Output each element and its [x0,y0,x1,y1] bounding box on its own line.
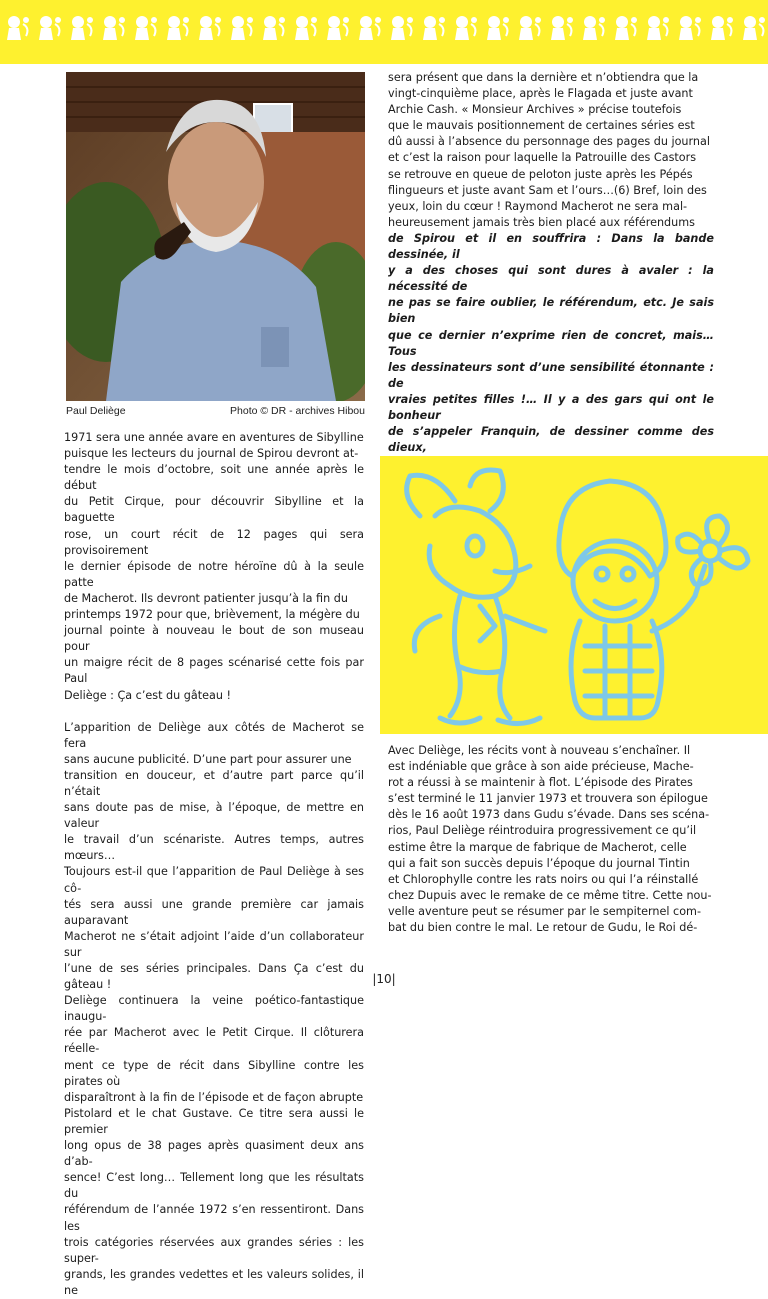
top-banner [0,0,768,64]
text-line: yeux, loin du cœur ! Raymond Macherot ne sera mal- [388,199,688,213]
banner-figure-icon [487,16,509,40]
banner-figure-icon [583,16,605,40]
quote-line: de Spirou et il en souffrira : Dans la bande dessinée, il [388,231,714,262]
text-line: grands, les grandes vedettes et les valeurs solides, il ne [64,1267,364,1297]
quote-line: y a des choses qui sont dures à avaler : la nécessité de [388,264,714,294]
text-line: long opus de 38 pages après quasiment deux ans d’ab- [64,1139,364,1169]
text-line: tendre le mois d’octobre, soit une année après le début [64,463,364,493]
banner-figure-icon [135,16,157,40]
text-line: estime être la marque de fabrique de Macherot, celle [388,840,687,854]
text-line: transition en douceur, et d’autre part parce qu’il n’était [64,768,364,798]
banner-figure-icon [647,16,669,40]
text-line: sera présent que dans la dernière et n’obtiendra que la [388,71,699,84]
text-line: 1971 sera une année avare en aventures de Sibylline [64,431,364,444]
text-line: sans aucune publicité. D’une part pour assurer une [64,752,352,766]
banner-figure-icon [711,16,733,40]
caption-subject: Paul Deliège [66,405,126,417]
text-line: rot a réussi à se maintenir à flot. L’épisode des Pirates [388,776,693,790]
text-line: Deliège : Ça c’est du gâteau ! [64,688,232,702]
text-line: sans doute pas de mise, à l’époque, de mettre en valeur [64,801,364,831]
text-line: trois catégories réservées aux grandes séries : les super- [64,1235,364,1265]
text-line: L’apparition de Deliège aux côtés de Macherot se fera [64,720,364,750]
text-line: qui a fait son succès depuis l’époque du journal Tintin [388,856,690,870]
banner-figure-icon [519,16,541,40]
text-line: et c’est la raison pour laquelle la Patrouille des Castors [388,151,697,165]
text-line: l’une de ses séries principales. Dans Ça c’est du gâteau ! [64,962,364,992]
text-line: un maigre récit de 8 pages scénarisé cette fois par Paul [64,656,364,686]
text-line: sence! C’est long… Tellement long que les résultats du [64,1171,364,1201]
text-line: Macherot ne s’était adjoint l’aide d’un collaborateur sur [64,929,364,959]
text-line: le dernier épisode de notre héroïne dû à la seule patte [64,559,364,589]
text-line: dès le 16 août 1973 dans Gudu s’évade. Dans ses scéna- [388,808,710,822]
banner-figure-icon [423,16,445,40]
portrait-illustration [66,72,365,401]
paragraph [64,430,364,704]
banner-figure-icon [39,16,61,40]
text-line: du Petit Cirque, pour découvrir Sibylline et la baguette [64,495,364,525]
quote-line: vraies petites filles !… Il y a des gars qui ont le bonheur [388,392,714,422]
paragraph [64,720,364,1299]
text-line: rose, un court récit de 12 pages qui sera provisoirement [64,527,364,557]
text-line: Toujours est-il que l’apparition de Paul Deliège à ses cô- [64,865,364,895]
banner-figure-icon [743,16,765,40]
quote-line: de s’appeler Franquin, de dessiner comme des dieux, [388,425,714,455]
text-line: Archie Cash. « Monsieur Archives » précise toutefois [388,103,682,117]
text-line: tés sera aussi une grande première car jamais auparavant [64,897,364,927]
text-line: Pistolard et le chat Gustave. Ce titre sera aussi le premier [64,1106,364,1136]
banner-figure-icon [7,16,29,40]
comic-illustration [380,456,768,734]
quote-line: les dessinateurs sont d’une sensibilité étonnante : de [388,360,714,390]
banner-figure-icon [71,16,93,40]
text-line: se retrouve en queue de peloton juste après les Pépés [388,167,693,181]
sibylline-drawing [380,456,768,734]
text-line: vingt-cinquième place, après le Flagada et juste avant [388,87,693,101]
page-number-value: 10 [376,972,392,986]
banner-figure-icon [263,16,285,40]
banner-figure-icon [359,16,381,40]
banner-figure-icon [455,16,477,40]
text-line: puisque les lecteurs du journal de Spirou devront at- [64,447,359,461]
text-line: velle aventure peut se résumer par le sempiternel com- [388,904,701,918]
text-line: le travail d’un scénariste. Autres temps, autres mœurs… [64,833,364,863]
caption-credit: Photo © DR - archives Hibou [230,405,365,417]
text-line: de Macherot. Ils devront patienter jusqu’à la fin du [64,591,348,605]
text-line: s’est terminé le 11 janvier 1973 et trouvera son épilogue [388,792,708,806]
quote-line: que ce dernier n’exprime rien de concret, mais… Tous [388,328,714,358]
text-line: rée par Macherot avec le Petit Cirque. Il clôturera réelle- [64,1026,364,1056]
text-line: disparaîtront à la fin de l’épisode et de façon abrupte [64,1090,364,1104]
banner-figure-icon [679,16,701,40]
banner-figure-icon [167,16,189,40]
quote-line: ne pas se faire oublier, le référendum, etc. Je sais bien [388,296,714,326]
banner-figure-icon [615,16,637,40]
text-line: que le mauvais positionnement de certaines séries est [388,119,695,133]
text-line: chez Dupuis avec le remake de ce même titre. Cette nou- [388,888,712,902]
banner-figure-icon [199,16,221,40]
text-line: dû aussi à l’absence du personnage des pages du journal [388,135,710,149]
banner-figure-icon [103,16,125,40]
banner-figure-icon [391,16,413,40]
text-line: référendum de l’année 1972 s’en ressentiront. Dans les [64,1203,364,1233]
text-line: est indéniable que grâce à son aide précieuse, Mache- [388,760,694,774]
text-line: ment ce type de récit dans Sibylline contre les pirates où [64,1058,364,1088]
article-column-left [64,430,364,1299]
portrait-photo [66,72,365,401]
text-line: printemps 1972 pour que, brièvement, la mégère du [64,608,360,622]
banner-figure-icon [327,16,349,40]
text-line: heureusement jamais très bien placé aux référendums [388,215,695,229]
text-line: Avec Deliège, les récits vont à nouveau s’enchaîner. Il [388,744,691,757]
text-line: et Chlorophylle contre les rats noirs ou qui l’a réinstallé [388,872,699,886]
paragraph [388,743,714,936]
text-line: Deliège continuera la veine poético-fantastique inaugu- [64,994,364,1024]
article-column-right-bottom [388,743,714,936]
banner-figure-icon [295,16,317,40]
text-line: journal pointe à nouveau le bout de son museau pour [64,624,364,654]
text-line: rios, Paul Deliège réintroduira progressivement ce qu’il [388,824,697,838]
banner-figure-icon [551,16,573,40]
decorative-pattern [0,8,768,48]
text-line: bat du bien contre le mal. Le retour de Gudu, le Roi dé- [388,921,698,935]
banner-figure-icon [231,16,253,40]
page-number: |10| [372,972,396,986]
text-line: flingueurs et juste avant Sam et l’ours…(6) Bref, loin des [388,183,707,197]
